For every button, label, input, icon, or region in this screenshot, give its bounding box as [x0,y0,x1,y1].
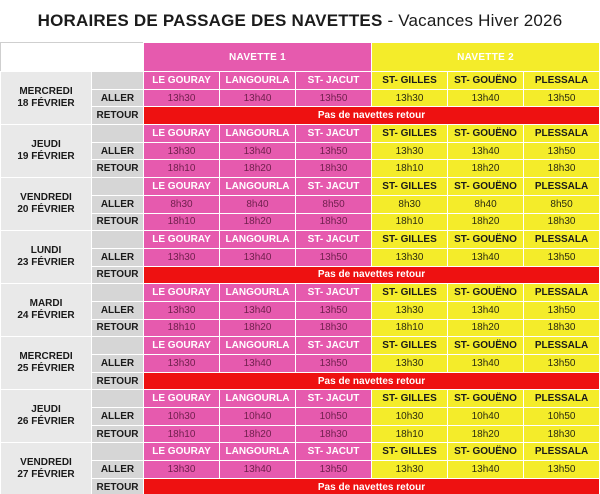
day-date: 19 FÉVRIER [17,151,75,163]
day-stops-row [1,231,600,249]
navette-2-stop-name: ST- GILLES [372,231,448,249]
navette-2-stop-name: ST- GILLES [372,125,448,143]
aller-time: 13h30 [372,301,448,319]
aller-time: 13h40 [220,248,296,266]
aller-time: 13h50 [296,89,372,107]
aller-label: ALLER [92,89,144,107]
aller-time: 13h50 [524,89,600,107]
aller-time: 13h40 [448,89,524,107]
retour-time: 18h20 [448,213,524,231]
navette-2-stop-name: ST- GOUËNO [448,231,524,249]
navette-2-stop-name: PLESSALA [524,284,600,302]
day-name: JEUDI [31,139,61,151]
day-cell [1,337,92,390]
aller-label: ALLER [92,142,144,160]
day-stops-row [1,390,600,408]
day-cell [1,72,92,125]
aller-time: 13h40 [220,142,296,160]
navette-1-stop-name: LE GOURAY [144,337,220,355]
navette-2-stop-name: PLESSALA [524,178,600,196]
day-stops-row [1,284,600,302]
aller-label: ALLER [92,195,144,213]
aller-time: 13h30 [144,142,220,160]
retour-time: 18h20 [220,213,296,231]
title-sub: - Vacances Hiver 2026 [382,11,563,30]
aller-time: 13h40 [220,89,296,107]
aller-time: 13h50 [296,301,372,319]
navette-2-stop-name: ST- GOUËNO [448,178,524,196]
navette-1-stop-name: LE GOURAY [144,231,220,249]
day-date: 23 FÉVRIER [17,257,75,269]
aller-time: 13h30 [144,89,220,107]
retour-label: RETOUR [92,266,144,284]
aller-time: 13h30 [372,248,448,266]
aller-label: ALLER [92,301,144,319]
title-main: HORAIRES DE PASSAGE DES NAVETTES [37,11,383,30]
navette-1-stop-name: LE GOURAY [144,125,220,143]
aller-time: 10h40 [220,408,296,426]
retour-time: 18h30 [524,160,600,178]
aller-time: 13h30 [144,461,220,479]
retour-label: RETOUR [92,319,144,337]
day-name: MARDI [29,298,63,310]
aller-label: ALLER [92,461,144,479]
header-corner [1,43,144,72]
navette-2-stop-name: ST- GOUËNO [448,337,524,355]
aller-time: 13h30 [144,248,220,266]
navette-1-stop-name: ST- JACUT [296,178,372,196]
retour-time: 18h30 [524,213,600,231]
retour-time: 18h20 [220,319,296,337]
day-stops-row [1,337,600,355]
navette-2-stop-name: ST- GILLES [372,390,448,408]
navette-1-stop-name: ST- JACUT [296,72,372,90]
retour-time: 18h20 [220,425,296,443]
retour-time: 18h30 [296,213,372,231]
navette-2-stop-name: ST- GILLES [372,443,448,461]
label-blank [92,390,144,408]
retour-label: RETOUR [92,107,144,125]
day-stops-row [1,72,600,90]
day-cell [1,125,92,178]
navette-1-stop-name: ST- JACUT [296,231,372,249]
navette-2-stop-name: ST- GOUËNO [448,390,524,408]
retour-time: 18h10 [372,425,448,443]
day-cell [1,231,92,284]
aller-time: 13h30 [372,142,448,160]
navette-1-stop-name: LE GOURAY [144,72,220,90]
retour-label: RETOUR [92,160,144,178]
retour-label: RETOUR [92,372,144,390]
aller-time: 10h50 [296,408,372,426]
navette-2-stop-name: ST- GILLES [372,284,448,302]
retour-label: RETOUR [92,213,144,231]
retour-time: 18h10 [144,213,220,231]
day-name: VENDREDI [20,457,72,469]
navette-1-stop-name: ST- JACUT [296,125,372,143]
aller-time: 10h30 [372,408,448,426]
retour-time: 18h10 [144,160,220,178]
aller-time: 13h50 [296,248,372,266]
aller-time: 8h50 [524,195,600,213]
aller-time: 13h40 [448,248,524,266]
retour-time: 18h30 [296,425,372,443]
navette-1-stop-name: LANGOURLA [220,178,296,196]
day-date: 18 FÉVRIER [17,98,75,110]
retour-time: 18h10 [144,319,220,337]
day-cell [1,178,92,231]
navette-1-stop-name: LANGOURLA [220,390,296,408]
retour-time: 18h30 [296,160,372,178]
day-name: MERCREDI [19,351,73,363]
navette-1-stop-name: ST- JACUT [296,284,372,302]
day-cell [1,390,92,443]
label-blank [92,443,144,461]
day-name: VENDREDI [20,192,72,204]
retour-time: 18h20 [448,160,524,178]
navette-1-stop-name: ST- JACUT [296,443,372,461]
schedule-table [0,42,600,494]
day-date: 27 FÉVRIER [17,469,75,481]
aller-time: 13h40 [448,461,524,479]
aller-time: 13h50 [296,355,372,373]
navette-1-stop-name: LANGOURLA [220,443,296,461]
retour-time: 18h30 [296,319,372,337]
navette-2-stop-name: ST- GOUËNO [448,72,524,90]
page-title [0,0,600,42]
label-blank [92,284,144,302]
day-date: 20 FÉVRIER [17,204,75,216]
navette-1-stop-name: LANGOURLA [220,337,296,355]
navette-1-stop-name: ST- JACUT [296,337,372,355]
navette-2-stop-name: PLESSALA [524,72,600,90]
navette-2-stop-name: ST- GOUËNO [448,443,524,461]
aller-time: 8h40 [448,195,524,213]
retour-label: RETOUR [92,425,144,443]
retour-time: 18h20 [220,160,296,178]
day-date: 26 FÉVRIER [17,416,75,428]
day-date: 25 FÉVRIER [17,363,75,375]
aller-time: 13h50 [296,461,372,479]
navette-2-stop-name: PLESSALA [524,125,600,143]
aller-time: 13h30 [144,301,220,319]
day-stops-row [1,178,600,196]
aller-time: 13h40 [220,355,296,373]
aller-time: 13h40 [448,355,524,373]
aller-time: 13h40 [220,301,296,319]
aller-time: 10h40 [448,408,524,426]
aller-time: 8h30 [144,195,220,213]
retour-time: 18h30 [524,425,600,443]
no-return-banner: Pas de navettes retour [144,107,600,125]
day-name: MERCREDI [19,86,73,98]
no-return-banner: Pas de navettes retour [144,372,600,390]
aller-time: 13h50 [524,301,600,319]
day-cell [1,443,92,494]
aller-time: 13h30 [372,89,448,107]
aller-time: 13h50 [524,355,600,373]
retour-label: RETOUR [92,478,144,494]
navette-1-stop-name: LANGOURLA [220,125,296,143]
label-blank [92,72,144,90]
navette-2-stop-name: PLESSALA [524,390,600,408]
aller-time: 13h40 [448,301,524,319]
navette-1-stop-name: ST- JACUT [296,390,372,408]
aller-time: 8h40 [220,195,296,213]
aller-time: 13h50 [524,248,600,266]
navette-2-stop-name: PLESSALA [524,337,600,355]
aller-time: 13h40 [448,142,524,160]
aller-time: 13h30 [372,355,448,373]
navette-1-stop-name: LE GOURAY [144,443,220,461]
label-blank [92,178,144,196]
aller-time: 13h50 [296,142,372,160]
no-return-banner: Pas de navettes retour [144,478,600,494]
retour-time: 18h10 [372,213,448,231]
aller-label: ALLER [92,408,144,426]
day-date: 24 FÉVRIER [17,310,75,322]
aller-time: 10h30 [144,408,220,426]
retour-time: 18h20 [448,319,524,337]
day-name: JEUDI [31,404,61,416]
retour-time: 18h20 [448,425,524,443]
aller-time: 13h30 [144,355,220,373]
day-name: LUNDI [30,245,62,257]
aller-time: 13h30 [372,461,448,479]
navette-2-stop-name: ST- GOUËNO [448,125,524,143]
aller-time: 13h40 [220,461,296,479]
navette-2-stop-name: ST- GOUËNO [448,284,524,302]
retour-time: 18h10 [372,160,448,178]
aller-time: 13h50 [524,142,600,160]
retour-time: 18h30 [524,319,600,337]
shuttle-header-row [1,43,600,72]
aller-label: ALLER [92,355,144,373]
navette-1-header: NAVETTE 1 [144,43,372,72]
navette-1-stop-name: LE GOURAY [144,178,220,196]
day-stops-row [1,125,600,143]
navette-1-stop-name: LANGOURLA [220,231,296,249]
label-blank [92,337,144,355]
retour-time: 18h10 [144,425,220,443]
day-cell [1,284,92,337]
navette-1-stop-name: LE GOURAY [144,390,220,408]
aller-time: 8h30 [372,195,448,213]
navette-2-stop-name: PLESSALA [524,231,600,249]
navette-2-stop-name: ST- GILLES [372,178,448,196]
no-return-banner: Pas de navettes retour [144,266,600,284]
day-stops-row [1,443,600,461]
aller-time: 13h50 [524,461,600,479]
navette-2-stop-name: ST- GILLES [372,72,448,90]
navette-1-stop-name: LANGOURLA [220,284,296,302]
aller-label: ALLER [92,248,144,266]
navette-1-stop-name: LANGOURLA [220,72,296,90]
aller-time: 8h50 [296,195,372,213]
navette-2-stop-name: PLESSALA [524,443,600,461]
navette-2-stop-name: ST- GILLES [372,337,448,355]
navette-2-header: NAVETTE 2 [372,43,600,72]
label-blank [92,125,144,143]
aller-time: 10h50 [524,408,600,426]
retour-time: 18h10 [372,319,448,337]
navette-1-stop-name: LE GOURAY [144,284,220,302]
label-blank [92,231,144,249]
